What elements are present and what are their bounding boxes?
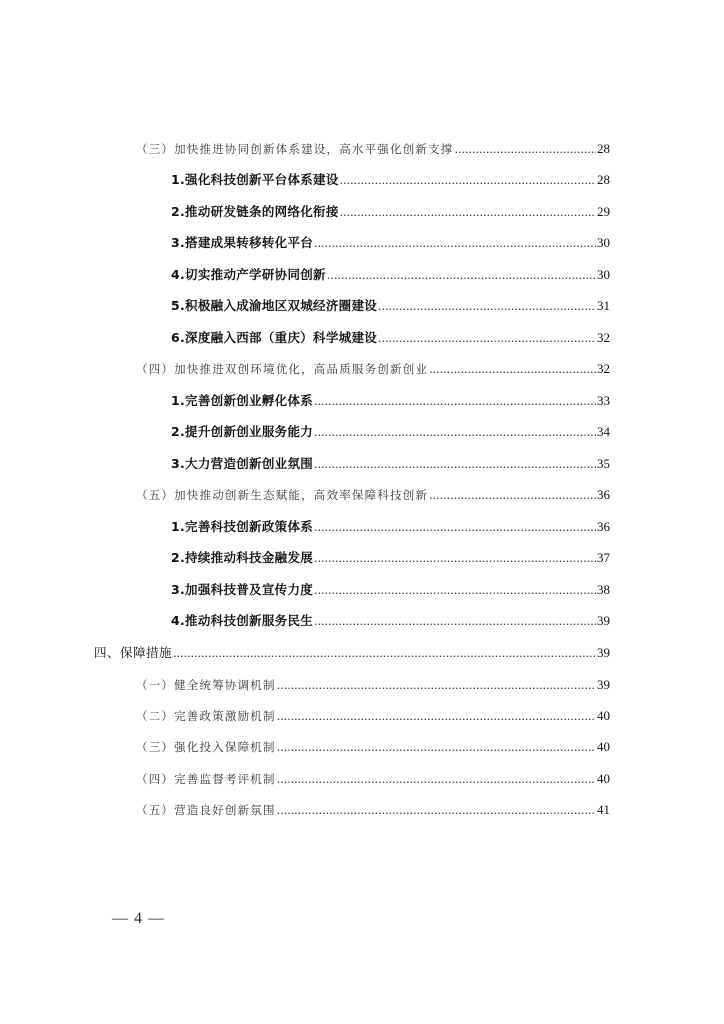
toc-dot-leader <box>314 612 596 632</box>
toc-entry-title: 1.完善科技创新政策体系 <box>171 519 314 534</box>
toc-dot-leader <box>378 329 596 349</box>
toc-dot-leader <box>277 707 596 727</box>
toc-entry-page: 41 <box>597 802 610 817</box>
toc-entry-title: （四）完善监督考评机制 <box>136 772 276 786</box>
toc-entry-title: 2.提升创新创业服务能力 <box>171 424 314 439</box>
toc-entry-page: 40 <box>597 708 610 723</box>
toc-dot-leader <box>314 455 596 475</box>
toc-entry-title: （三）强化投入保障机制 <box>136 740 276 754</box>
toc-entry-title: 4.推动科技创新服务民生 <box>171 613 314 628</box>
toc-dot-leader <box>277 738 596 758</box>
toc-entry-page: 32 <box>597 330 610 345</box>
toc-entry-item[interactable] <box>171 580 610 600</box>
toc-dot-leader <box>314 234 596 254</box>
toc-entry-title: 3.大力营造创新创业氛围 <box>171 456 314 471</box>
toc-entry-title: （三）加快推进协同创新体系建设，高水平强化创新支撑 <box>136 142 454 156</box>
toc-entry-section[interactable] <box>136 800 610 820</box>
toc-entry-page: 40 <box>597 739 610 754</box>
toc-dot-leader <box>314 518 596 538</box>
toc-entry-title: 5.积极融入成渝地区双城经济圈建设 <box>171 298 378 313</box>
toc-dot-leader <box>314 392 596 412</box>
toc-entry-page: 34 <box>597 424 610 439</box>
toc-entry-title: 3.加强科技普及宣传力度 <box>171 582 314 597</box>
toc-entry-item[interactable] <box>171 296 610 316</box>
toc-entry-page: 39 <box>597 613 610 628</box>
toc-entry-title: 1.完善创新创业孵化体系 <box>171 393 314 408</box>
toc-entry-item[interactable] <box>171 265 610 285</box>
toc-entry-item[interactable] <box>171 328 610 348</box>
page-number: — 4 — <box>112 910 165 927</box>
toc-entry-item[interactable] <box>171 454 610 474</box>
toc-dot-leader <box>314 423 596 443</box>
toc-entry-item[interactable] <box>171 233 610 253</box>
toc-entry-title: 4.切实推动产学研协同创新 <box>171 267 326 282</box>
toc-entry-page: 30 <box>597 267 610 282</box>
toc-entry-page: 32 <box>597 361 610 376</box>
toc-dot-leader <box>429 486 596 506</box>
toc-entry-page: 38 <box>597 582 610 597</box>
toc-entry-section[interactable] <box>136 737 610 757</box>
toc-entry-item[interactable] <box>171 422 610 442</box>
toc-entry-title: 3.搭建成果转移转化平台 <box>171 235 314 250</box>
toc-dot-leader <box>173 644 596 664</box>
toc-entry-page: 39 <box>597 677 610 692</box>
toc-entry-page: 36 <box>597 519 610 534</box>
toc-entry-title: 6.深度融入西部（重庆）科学城建设 <box>171 330 378 345</box>
toc-entry-title: （五）营造良好创新氛围 <box>136 803 276 817</box>
toc-entry-page: 35 <box>597 456 610 471</box>
toc-entry-page: 37 <box>597 550 610 565</box>
toc-entry-section[interactable] <box>136 139 610 159</box>
toc-entry-title: （一）健全统筹协调机制 <box>136 678 276 692</box>
toc-entry-section[interactable] <box>136 675 610 695</box>
toc-entry-page: 36 <box>597 487 610 502</box>
toc-dot-leader <box>340 203 596 223</box>
toc-entry-section[interactable] <box>136 485 610 505</box>
toc-entry-page: 31 <box>597 298 610 313</box>
toc-dot-leader <box>314 549 596 569</box>
toc-entry-page: 28 <box>597 141 610 156</box>
toc-entry-title: （四）加快推进双创环境优化，高品质服务创新创业 <box>136 362 429 376</box>
toc-dot-leader <box>455 140 597 160</box>
toc-entry-title: 2.持续推动科技金融发展 <box>171 550 314 565</box>
toc-entry-chapter[interactable] <box>94 643 610 663</box>
toc-entry-section[interactable] <box>136 769 610 789</box>
toc-dot-leader <box>327 266 596 286</box>
toc-dot-leader <box>314 581 596 601</box>
toc-entry-page: 40 <box>597 771 610 786</box>
toc-entry-page: 30 <box>597 235 610 250</box>
toc-entry-section[interactable] <box>136 706 610 726</box>
toc-dot-leader <box>277 770 596 790</box>
toc-entry-page: 28 <box>597 172 610 187</box>
toc-entry-page: 29 <box>597 204 610 219</box>
toc-entry-item[interactable] <box>171 391 610 411</box>
toc-entry-item[interactable] <box>171 611 610 631</box>
toc-entry-page: 39 <box>597 645 610 660</box>
toc-entry-title: （二）完善政策激励机制 <box>136 709 276 723</box>
toc-dot-leader <box>277 801 596 821</box>
toc-dot-leader <box>277 676 596 696</box>
toc-entry-title: 1.强化科技创新平台体系建设 <box>171 172 339 187</box>
toc-entry-section[interactable] <box>136 359 610 379</box>
toc-entry-item[interactable] <box>171 202 610 222</box>
toc-entry-page: 33 <box>597 393 610 408</box>
toc-dot-leader <box>378 297 596 317</box>
toc-entry-title: （五）加快推动创新生态赋能，高效率保障科技创新 <box>136 488 429 502</box>
toc-dot-leader <box>429 360 596 380</box>
toc-entry-title: 2.推动研发链条的网络化衔接 <box>171 204 339 219</box>
toc-entry-title: 四、保障措施 <box>94 645 173 660</box>
toc-entry-item[interactable] <box>171 548 610 568</box>
toc-entry-item[interactable] <box>171 517 610 537</box>
toc-entry-item[interactable] <box>171 170 610 190</box>
toc-dot-leader <box>340 171 596 191</box>
